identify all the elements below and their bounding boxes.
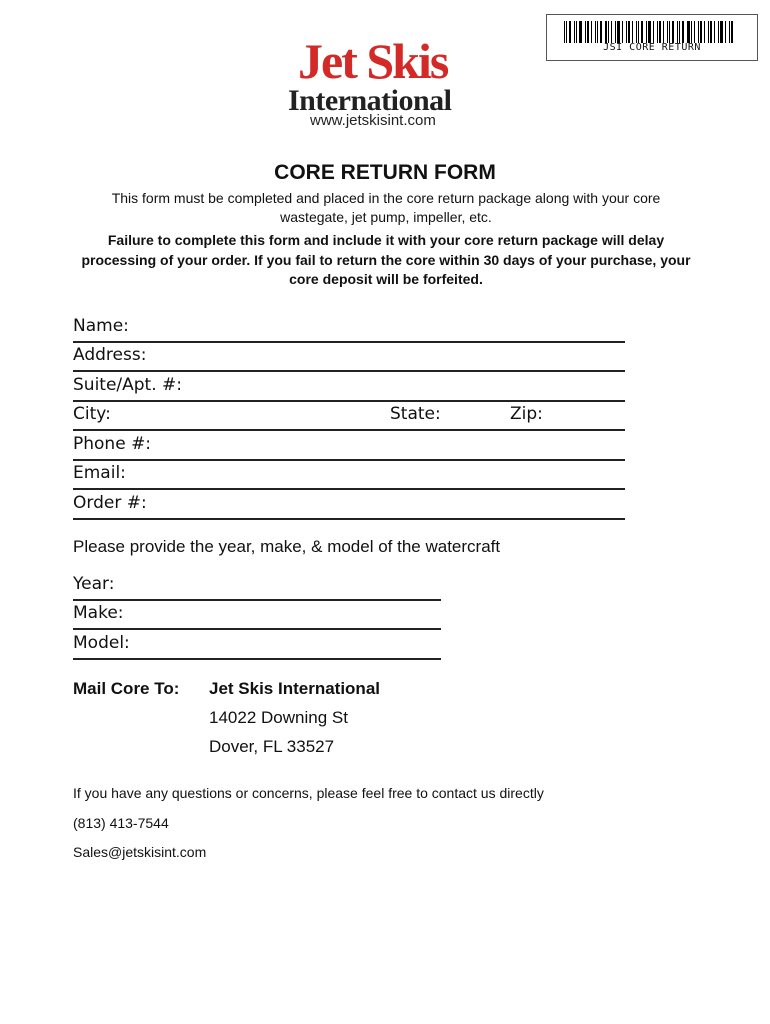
barcode-bar xyxy=(653,21,654,43)
form-title: CORE RETURN FORM xyxy=(274,161,496,184)
barcode-bar xyxy=(677,21,678,43)
zip-label: Zip: xyxy=(510,404,543,424)
barcode-bar xyxy=(708,21,709,43)
barcode-bar xyxy=(682,21,684,43)
logo-jet-skis: Jet Skis xyxy=(298,33,448,89)
barcode-bars xyxy=(564,21,742,43)
barcode-bar xyxy=(569,21,571,43)
suite-field[interactable] xyxy=(73,371,625,402)
form-intro: This form must be completed and placed in the core return package along with your core wastegate, jet pump, impeller, etc. xyxy=(111,190,661,225)
form-warning: Failure to complete this form and include it with your core return package will delay processing of your order. If you fail to return the core within 30 days of your purchase, your core deposit will be forfeited. xyxy=(81,232,691,287)
barcode-bar xyxy=(679,21,680,43)
year-label: Year: xyxy=(73,574,115,594)
barcode-bar xyxy=(622,21,623,43)
name-label: Name: xyxy=(73,316,129,336)
address-field[interactable] xyxy=(73,341,625,372)
barcode-bar xyxy=(729,21,730,43)
barcode-bar xyxy=(615,21,616,43)
city-label: City: xyxy=(73,404,111,424)
make-field[interactable] xyxy=(73,599,441,630)
barcode-bar xyxy=(626,21,627,43)
model-field[interactable] xyxy=(73,629,441,660)
state-label: State: xyxy=(390,404,441,424)
logo-website: www.jetskisint.com xyxy=(310,112,436,129)
barcode-bar xyxy=(691,21,692,43)
logo-international: International xyxy=(288,84,452,117)
barcode-bar xyxy=(700,21,702,43)
phone-field[interactable] xyxy=(73,430,625,461)
barcode-bar xyxy=(659,21,661,43)
barcode-bar xyxy=(669,21,670,43)
city-state-zip-field[interactable] xyxy=(73,400,625,431)
barcode-bar xyxy=(566,21,567,43)
email-label: Email: xyxy=(73,463,126,483)
barcode-bar xyxy=(595,21,596,43)
phone-label: Phone #: xyxy=(73,434,152,454)
barcode-bar xyxy=(597,21,598,43)
suite-label: Suite/Apt. #: xyxy=(73,375,183,395)
barcode-bar xyxy=(672,21,674,43)
barcode-bar xyxy=(574,21,575,43)
barcode-bar xyxy=(698,21,699,43)
barcode-bar xyxy=(591,21,592,43)
barcode-bar xyxy=(725,21,726,43)
barcode-bar xyxy=(657,21,658,43)
barcode-bar xyxy=(720,21,723,43)
mail-street: 14022 Downing St xyxy=(209,708,348,727)
barcode-bar xyxy=(687,21,690,43)
barcode-bar xyxy=(694,21,695,43)
barcode-bar xyxy=(710,21,712,43)
barcode-bar xyxy=(608,21,609,43)
barcode-bar xyxy=(714,21,715,43)
vehicle-prompt: Please provide the year, make, & model of the watercraft xyxy=(73,537,501,556)
barcode-bar xyxy=(564,21,565,43)
contact-email[interactable]: Sales@jetskisint.com xyxy=(73,844,207,860)
barcode-bar xyxy=(617,21,620,43)
model-label: Model: xyxy=(73,633,130,653)
barcode-bar xyxy=(646,21,647,43)
mail-core-label: Mail Core To: xyxy=(73,679,180,698)
barcode xyxy=(546,14,758,61)
barcode-label: JSI CORE RETURN xyxy=(603,42,701,53)
barcode-bar xyxy=(704,21,705,43)
barcode-bar xyxy=(731,21,733,43)
barcode-bar xyxy=(587,21,589,43)
email-field[interactable] xyxy=(73,459,625,490)
barcode-bar xyxy=(628,21,630,43)
barcode-bar xyxy=(579,21,582,43)
year-field[interactable] xyxy=(73,570,441,601)
barcode-bar xyxy=(648,21,651,43)
order-field[interactable] xyxy=(73,489,625,520)
barcode-bar xyxy=(585,21,586,43)
barcode-bar xyxy=(638,21,639,43)
barcode-bar xyxy=(641,21,643,43)
barcode-bar xyxy=(636,21,637,43)
barcode-bar xyxy=(611,21,612,43)
contact-phone: (813) 413-7544 xyxy=(73,815,169,831)
barcode-bar xyxy=(718,21,719,43)
barcode-bar xyxy=(600,21,602,43)
order-label: Order #: xyxy=(73,493,147,513)
make-label: Make: xyxy=(73,603,124,623)
address-label: Address: xyxy=(73,345,147,365)
mail-company: Jet Skis International xyxy=(209,679,380,698)
name-field[interactable] xyxy=(73,312,625,343)
contact-note: If you have any questions or concerns, please feel free to contact us directly xyxy=(73,785,544,801)
company-logo xyxy=(280,33,490,136)
barcode-bar xyxy=(663,21,664,43)
mail-city-line: Dover, FL 33527 xyxy=(209,737,335,756)
barcode-bar xyxy=(667,21,668,43)
barcode-bar xyxy=(576,21,577,43)
barcode-bar xyxy=(605,21,607,43)
barcode-bar xyxy=(632,21,633,43)
